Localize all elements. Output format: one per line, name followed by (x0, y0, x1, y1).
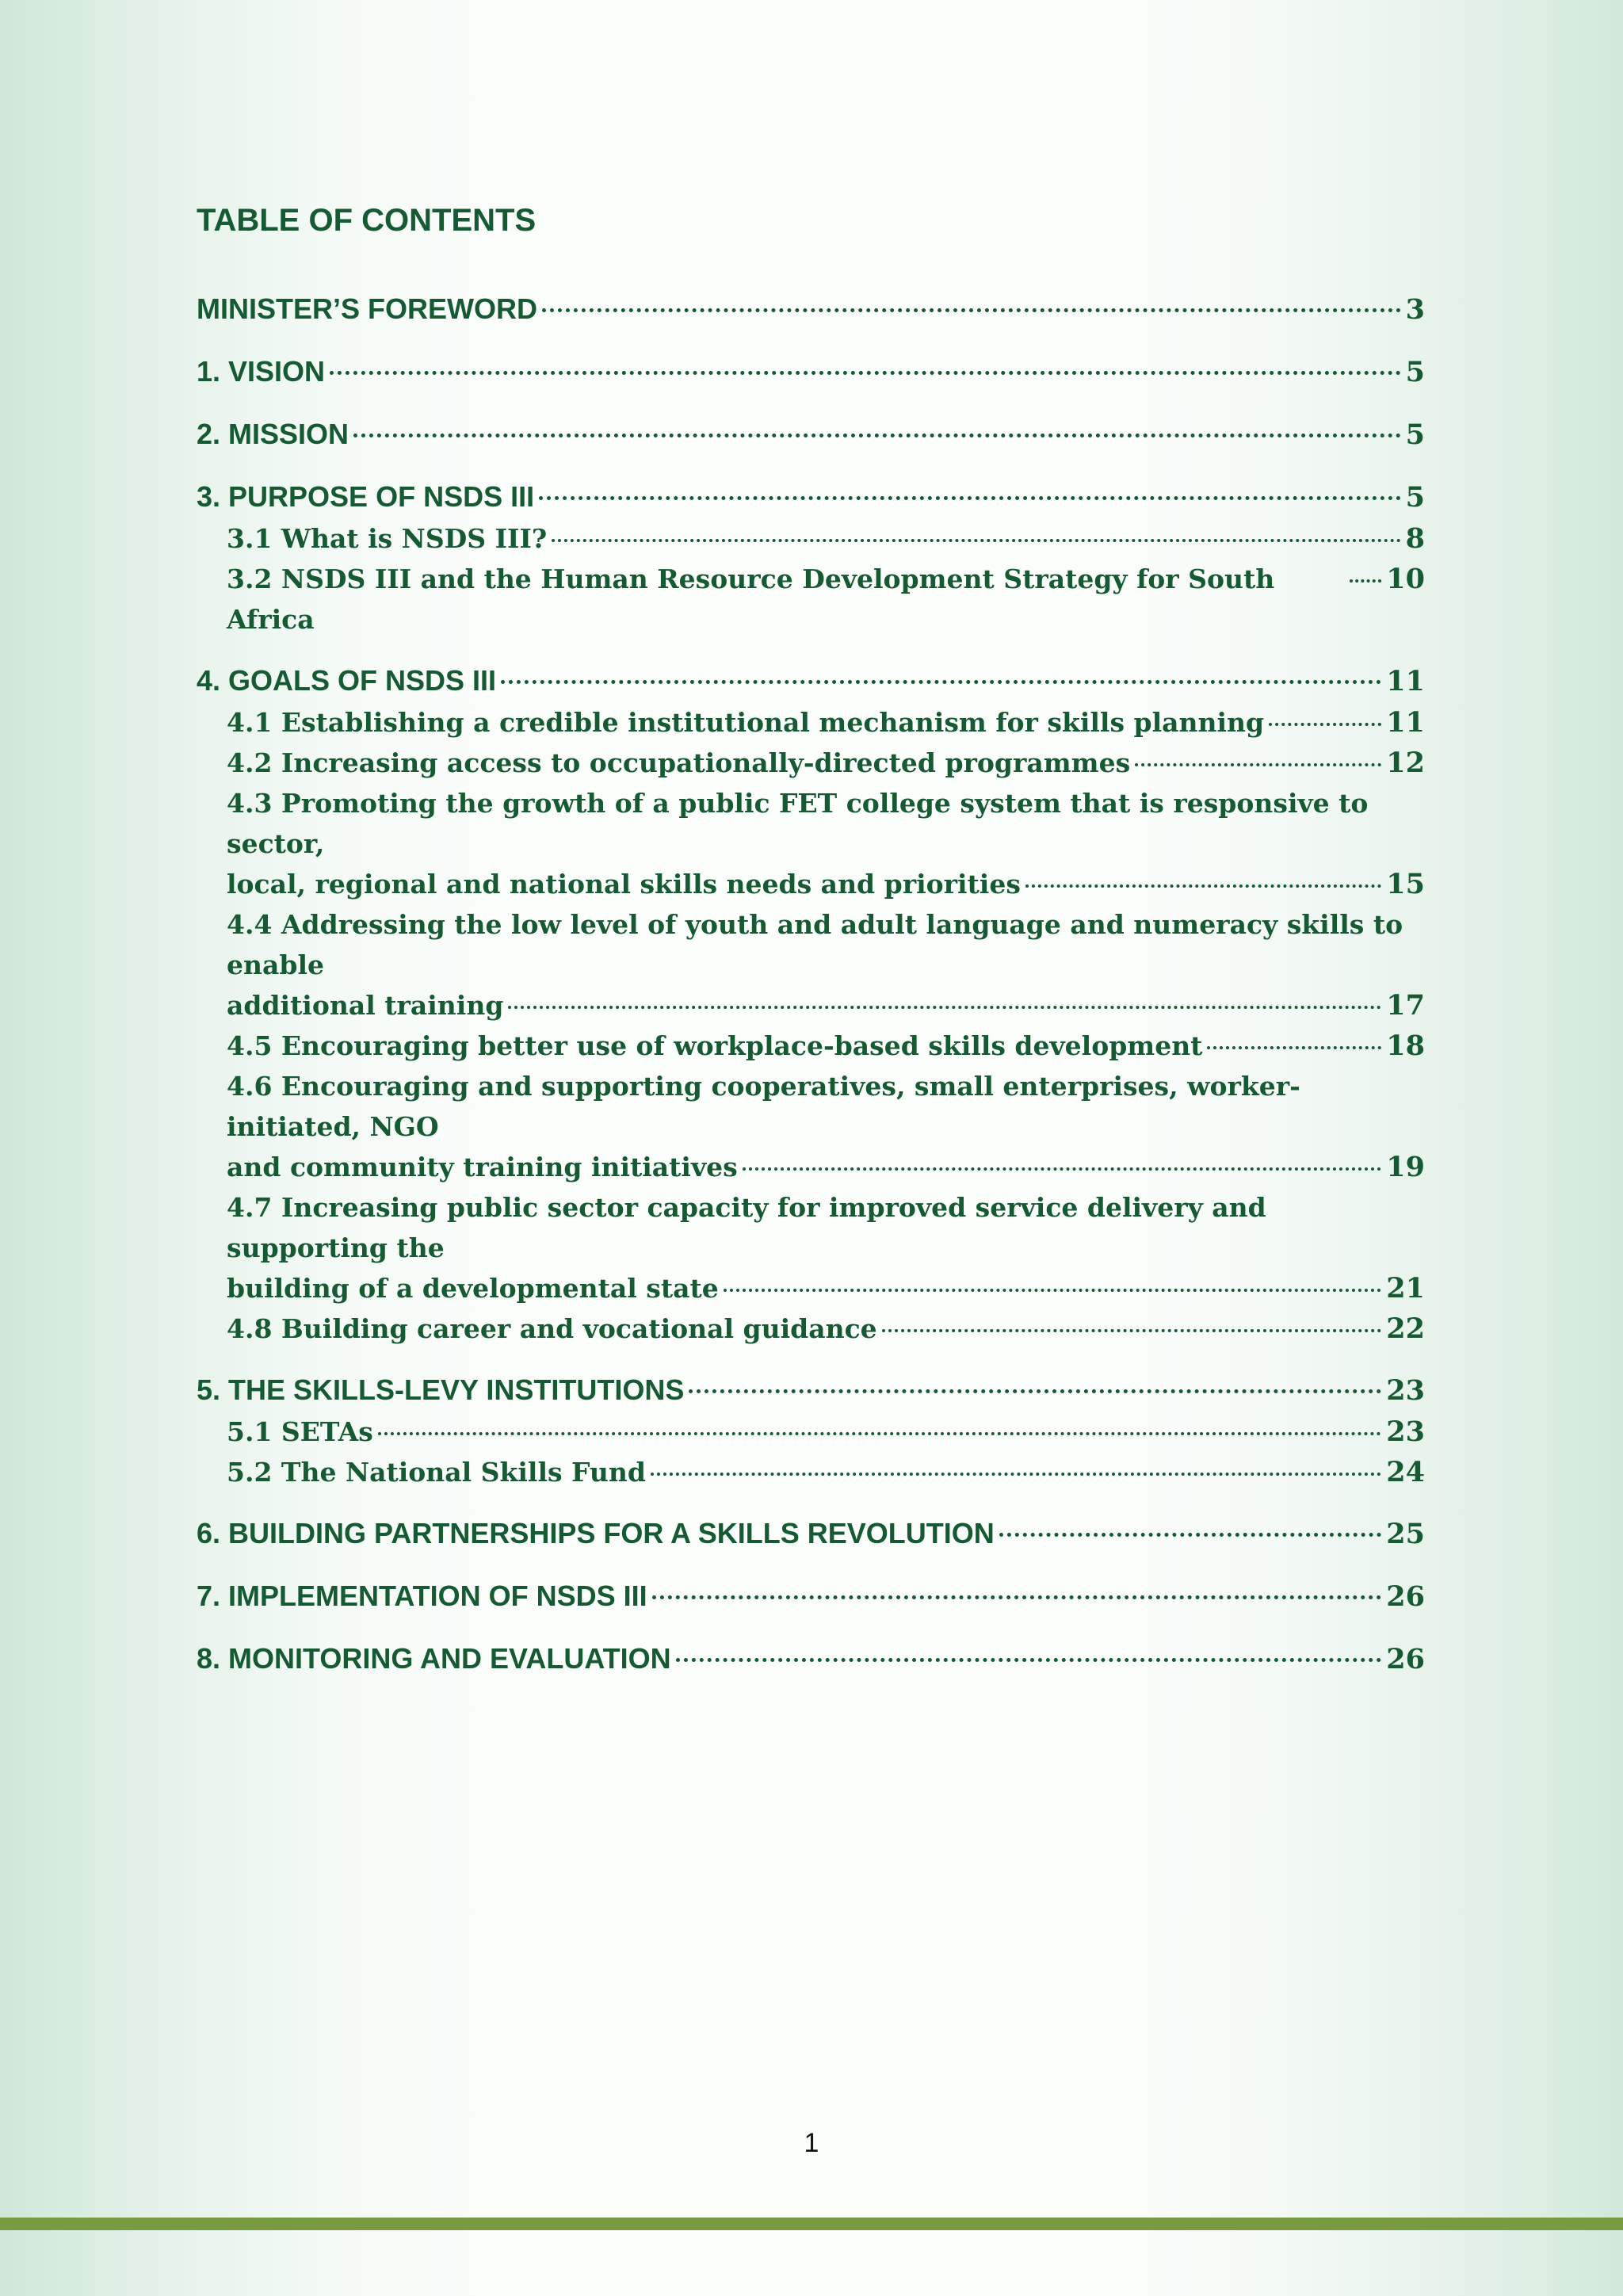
toc-entry-4-7[interactable] (197, 1187, 1425, 1308)
toc-entry-page: 12 (1386, 747, 1425, 779)
footer-bar (0, 2218, 1623, 2230)
toc-entry-label-line2: building of a developmental state (227, 1273, 719, 1304)
toc-entry-page: 3 (1405, 293, 1425, 326)
toc-entry-page: 21 (1386, 1272, 1425, 1305)
toc-entry-4-5[interactable] (197, 1026, 1425, 1066)
toc-entry-label: 5. THE SKILLS-LEVY INSTITUTIONS (197, 1373, 685, 1406)
dot-leader (1135, 763, 1381, 766)
toc-entry-page: 5 (1405, 356, 1425, 388)
toc-entry-page: 23 (1386, 1415, 1425, 1448)
toc-entry-label-line1: 4.4 Addressing the low level of youth and adult language and numeracy skills to enable (227, 909, 1403, 980)
dot-leader (1025, 884, 1381, 888)
toc-entry-vision[interactable] (197, 351, 1425, 393)
toc-entry-page: 26 (1386, 1580, 1425, 1613)
dot-leader (1350, 579, 1381, 583)
toc-entry-4-4[interactable] (197, 904, 1425, 1026)
toc-entry-page: 18 (1386, 1030, 1425, 1062)
toc-entry-page: 5 (1405, 418, 1425, 451)
dot-leader (882, 1329, 1382, 1332)
toc-entry-label: 3.1 What is NSDS III? (227, 523, 548, 554)
toc-entry-last-line (227, 1268, 1425, 1308)
toc-entry-page: 25 (1386, 1518, 1425, 1550)
dot-leader (552, 539, 1400, 542)
toc-entry-label-line1: 4.6 Encouraging and supporting cooperatives, small enterprises, worker-initiated, NGO (227, 1071, 1300, 1142)
dot-leader (724, 1289, 1382, 1292)
toc-entry-page: 10 (1386, 563, 1425, 595)
toc-entry-label: 1. VISION (197, 355, 326, 388)
toc-entry-label: 4.2 Increasing access to occupationally-directed programmes (227, 747, 1131, 778)
toc-entry-skills-levy-institutions[interactable] (197, 1370, 1425, 1412)
dot-leader (1207, 1046, 1381, 1049)
dot-leader (676, 1658, 1382, 1662)
toc-entry-page: 26 (1386, 1643, 1425, 1675)
dot-leader (378, 1432, 1381, 1435)
dot-leader (501, 680, 1381, 684)
toc-entry-page: 11 (1386, 706, 1425, 739)
toc-entry-3-1[interactable] (197, 518, 1425, 559)
dot-leader (743, 1167, 1382, 1171)
toc-entry-5-2[interactable] (197, 1452, 1425, 1492)
toc-entry-label-line2: additional training (227, 990, 504, 1021)
toc-entry-label: 5.1 SETAs (227, 1416, 373, 1447)
toc-entry-last-line (227, 1147, 1425, 1187)
toc-entry-4-8[interactable] (197, 1308, 1425, 1349)
toc-entry-page: 19 (1386, 1151, 1425, 1183)
toc-entry-label: 4.8 Building career and vocational guidance (227, 1313, 877, 1344)
toc-entry-page: 24 (1386, 1456, 1425, 1488)
toc-entry-label: 5.2 The National Skills Fund (227, 1457, 646, 1488)
toc-entry-label: 3. PURPOSE OF NSDS III (197, 480, 535, 513)
toc-entry-label-line1: 4.7 Increasing public sector capacity for improved service delivery and supporting the (227, 1192, 1266, 1263)
toc-title: TABLE OF CONTENTS (197, 203, 537, 238)
toc-entry-building-partnerships[interactable] (197, 1513, 1425, 1555)
toc-list (197, 288, 1425, 1680)
toc-entry-label: 8. MONITORING AND EVALUATION (197, 1642, 671, 1675)
toc-entry-page: 22 (1386, 1312, 1425, 1345)
toc-entry-label: 4.1 Establishing a credible institutional mechanism for skills planning (227, 707, 1265, 738)
toc-entry-last-line (227, 864, 1425, 904)
page-content (197, 198, 1425, 1680)
toc-entry-page: 5 (1405, 481, 1425, 514)
toc-entry-label: 3.2 NSDS III and the Human Resource Development Strategy for South Africa (227, 563, 1275, 635)
dot-leader (651, 1473, 1381, 1476)
toc-entry-implementation[interactable] (197, 1576, 1425, 1618)
page-number: 1 (804, 2128, 819, 2158)
toc-entry-label-line2: local, regional and national skills needs and priorities (227, 869, 1021, 900)
dot-leader (689, 1389, 1381, 1393)
toc-entry-4-1[interactable] (197, 702, 1425, 743)
toc-entry-4-2[interactable] (197, 743, 1425, 783)
toc-entry-4-6[interactable] (197, 1066, 1425, 1187)
toc-entry-3-2[interactable] (197, 559, 1425, 640)
dot-leader (1269, 723, 1381, 726)
toc-entry-label: 6. BUILDING PARTNERSHIPS FOR A SKILLS REVOLUTION (197, 1517, 995, 1549)
toc-entry-label: MINISTER’S FOREWORD (197, 292, 537, 325)
toc-entry-page: 15 (1386, 868, 1425, 900)
toc-entry-ministers-foreword[interactable] (197, 288, 1425, 330)
dot-leader (353, 434, 1401, 437)
dot-leader (330, 371, 1401, 375)
toc-entry-mission[interactable] (197, 414, 1425, 456)
toc-entry-page: 8 (1405, 522, 1425, 555)
toc-entry-page: 11 (1386, 665, 1425, 697)
toc-entry-label-line1: 4.3 Promoting the growth of a public FET college system that is responsive to sector, (227, 788, 1369, 859)
dot-leader (539, 496, 1401, 500)
toc-entry-monitoring-evaluation[interactable] (197, 1638, 1425, 1680)
toc-entry-goals[interactable] (197, 660, 1425, 702)
toc-entry-label: 4. GOALS OF NSDS III (197, 664, 497, 697)
toc-entry-label: 4.5 Encouraging better use of workplace-based skills development (227, 1030, 1203, 1061)
toc-entry-page: 17 (1386, 989, 1425, 1022)
toc-entry-label: 2. MISSION (197, 418, 349, 450)
toc-entry-last-line (227, 985, 1425, 1026)
toc-entry-4-3[interactable] (197, 783, 1425, 904)
dot-leader (542, 308, 1401, 312)
dot-leader (999, 1533, 1382, 1537)
toc-entry-label: 7. IMPLEMENTATION OF NSDS III (197, 1580, 647, 1612)
dot-leader (508, 1006, 1381, 1009)
toc-entry-label-line2: and community training initiatives (227, 1152, 738, 1182)
dot-leader (652, 1595, 1382, 1599)
toc-entry-5-1[interactable] (197, 1412, 1425, 1452)
toc-entry-purpose[interactable] (197, 476, 1425, 518)
toc-entry-page: 23 (1386, 1374, 1425, 1407)
